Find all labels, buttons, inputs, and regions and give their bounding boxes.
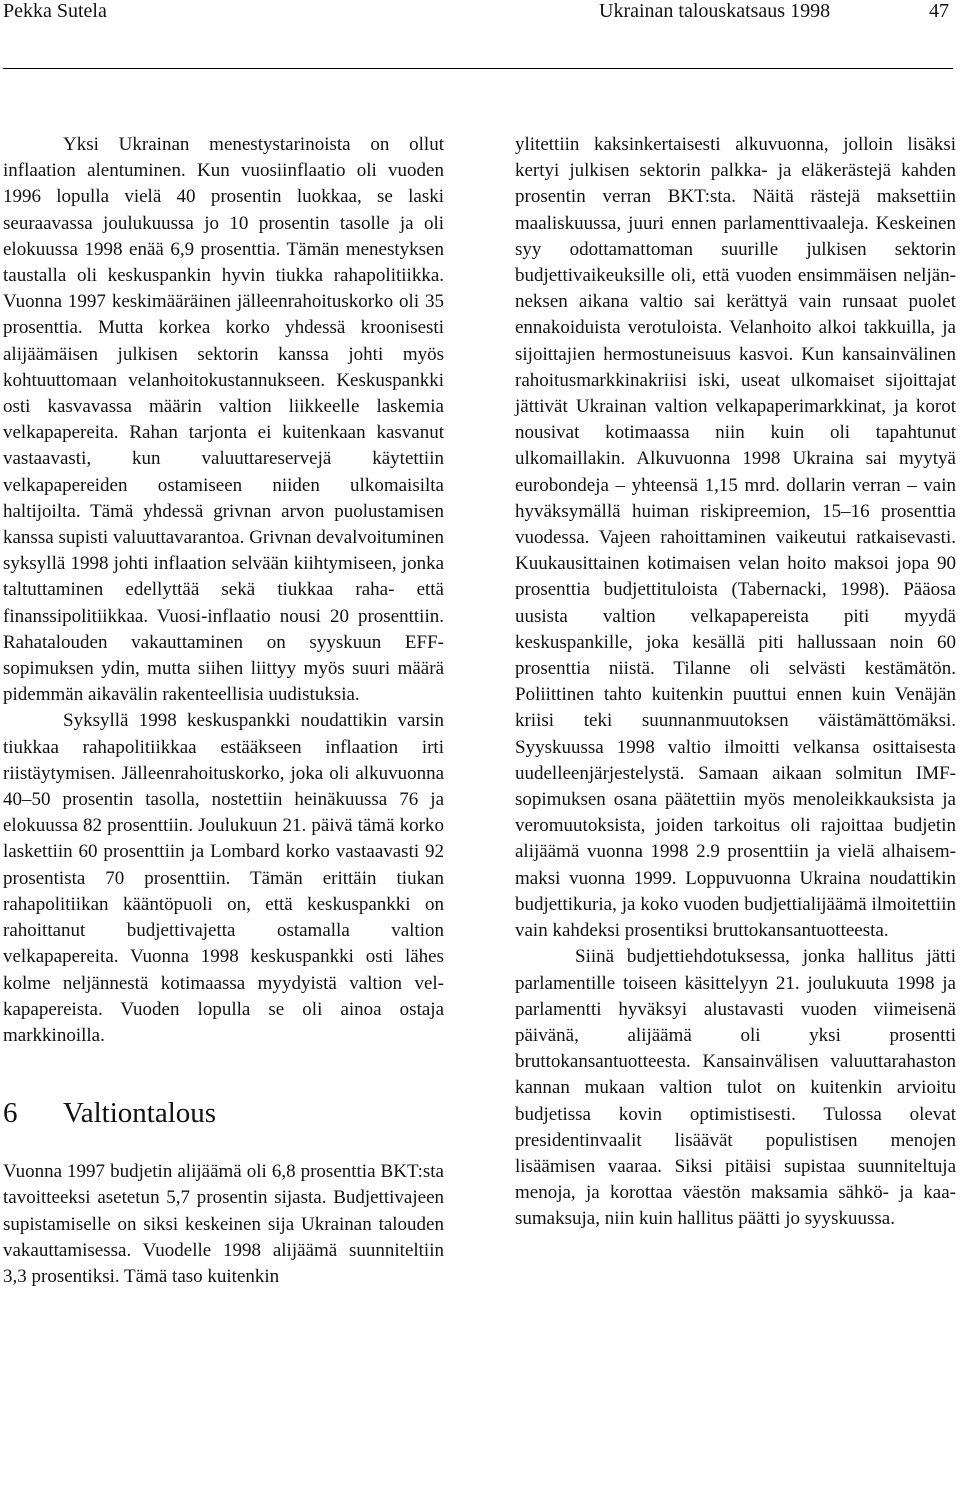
running-header [0, 0, 960, 26]
body-paragraph: Yksi Ukrainan menestystarinoista on ollut inflaation alentuminen. Kun vuosiinflaatio oli vuoden 1996 lopulla vielä 40 prosentin luokkaa, se laski seuraavassa joulukuussa jo 10 prosentin tasolle ja oli elokuussa 1998 enää 6,9 prosenttia. Tämän menestyksen taustalla oli keskuspankin hyvin tiukka rahapolitiikka. Vuonna 1997 keskimääräinen jälleenrahoituskorko oli 35 prosenttia. Mutta korkea korko yhdessä kroonisesti alijäämäisen julkisen sektorin kanssa johti myös kohtuuttomaan velanhoitokustannukseen. Keskuspankki osti kasvavassa määrin valtion liikkeelle laskemia velkapapereita. Rahan tarjonta ei kuitenkaan kasvanut vastaavasti, kun valuuttareservejä käytettiin velkapapereiden ostamiseen niiden ulkomaisilta haltijoilta. Tämä yhdessä grivnan arvon puolustamisen kanssa supisti valuuttavarantoa. Grivnan devalvoituminen syksyllä 1998 johti inflaation selvään kiihtymiseen, jonka taltuttaminen edellyttää sekä tiukkaa raha- että finanssipolitiikkaa. Vuosi-inflaatio nousi 20 prosenttiin. Rahatalouden vakauttaminen on syyskuun EFF-sopimuksen ydin, mutta siihen liittyy myös suuri määrä pidemmän aikavälin rakenteellisia uudistuksia. [3, 134, 444, 706]
header-author: Pekka Sutela [3, 0, 107, 22]
body-paragraph: Siinä budjettiehdotuksessa, jonka hallitus jätti parlamentille toiseen käsittelyyn 21. joulukuuta 1998 ja parlamentti hyväksyi alustavasti vuoden viimeisenä päivänä, alijäämä oli yksi prosentti bruttokansantuotteesta. Kansainvälisen valuuttarahaston kannan mukaan valtion tulot on kuitenkin arvioitu budjetissa kovin optimistisesti. Tulossa olevat presidentinvaalit lisäävät populistisen menojen lisäämisen vaaraa. Siksi pitäisi supistaa suunniteltuja menoja, ja korottaa väestön maksamia sähkö- ja kaasumaksuja, niin kuin hallitus päätti jo syyskuussa. [515, 946, 956, 1230]
right-column [515, 132, 956, 1233]
body-paragraph: Vuonna 1997 budjetin alijäämä oli 6,8 prosenttia BKT:sta tavoitteeksi asetetun 5,7 prosentin sijasta. Budjettivajeen supistamiselle on siksi keskeinen sija Ukrainan talouden vakauttamisessa. Vuodelle 1998 alijäämä suunniteltiin 3,3 prosentiksi. Tämä taso kuitenkin [3, 1161, 444, 1287]
left-column [3, 132, 444, 1290]
body-paragraph: Syksyllä 1998 keskuspankki noudattikin varsin tiukkaa rahapolitiikkaa estääkseen inflaation irti riistäytymisen. Jälleenrahoituskorko, joka oli alkuvuonna 40–50 prosentin tasolla, nostettiin heinäkuussa 76 ja elokuussa 82 prosenttiin. Joulukuun 21. päivä tämä korko laskettiin 60 prosenttiin ja Lombard korko vastaavasti 92 prosentista 70 prosenttiin. Tämän erittäin tiukan rahapolitiikan kääntöpuoli on, että keskuspankki on rahoittanut budjettivajetta ostamalla valtion velkapapereita. Vuonna 1998 keskuspankki osti lähes kolme neljännestä kotimaassa myydyistä valtion velkapapereista. Vuoden lopulla se oli ainoa ostaja markkinoilla. [3, 710, 444, 1046]
section-title: Valtiontalous [63, 1097, 217, 1130]
section-number: 6 [3, 1097, 18, 1130]
body-paragraph: ylitettiin kaksinkertaisesti alkuvuonna, jolloin lisäksi kertyi julkisen sektorin palkka- ja eläkerästejä kahden prosentin verran BKT:sta. Näitä rästejä maksettiin maaliskuussa, juuri ennen parlamenttivaaleja. Keskeinen syy odottamattoman suurille julkisen sektorin budjettivaikeuksille oli, että vuoden ensimmäisen neljänneksen aikana valtio sai kerättyä vain runsaat puolet ennakoiduista verotuloista. Velanhoito alkoi takkuilla, ja sijoittajien hermostuneisuus kasvoi. Kun kansainvälinen rahoitusmarkkinakriisi iski, useat ulkomaiset sijoittajat jättivät Ukrainan valtion velkapaperimarkkinat, ja korot nousivat kotimaassa niin kuin oli tapahtunut ulkomaillakin. Alkuvuonna 1998 Ukraina sai myytyä eurobondeja – yhteensä 1,15 mrd. dollarin verran – vain hyväksymällä huiman riskipreemion, 15–16 prosenttia vuodessa. Vajeen rahoittaminen vaikeutui ratkaisevasti. Kuukausittainen kotimaisen velan hoito maksoi jopa 90 prosenttia budjettituloista (Tabernacki, 1998). Pääosa uusista valtion velkapapereista piti myydä keskuspankille, joka kesällä piti hallussaan noin 60 prosenttia niistä. Tilanne oli selvästi kestämätön. Poliittinen tahto kuitenkin puuttui ennen kuin Venäjän kriisi teki suunnanmuutoksen väistämättömäksi. Syyskuussa 1998 valtio ilmoitti velkansa osittaisesta uudelleenjärjestelystä. Samaan aikaan solmitun IMF-sopimuksen osana päätettiin myös menoleikkauksista ja veromuutoksista, joiden tarkoitus oli rajoittaa budjetin alijäämä vuonna 1998 2.9 prosenttiin ja vielä alhaisemmaksi vuonna 1999. Loppuvuonna Ukraina noudattikin budjettikuria, ja koko vuoden budjettialijäämä ilmoitettiin vain kahdeksi prosentiksi bruttokansantuotteesta. [515, 134, 956, 942]
header-title: Ukrainan talouskatsaus 1998 [599, 0, 831, 22]
header-rule [3, 68, 953, 69]
section-heading [3, 1097, 444, 1129]
page-number: 47 [929, 0, 949, 22]
